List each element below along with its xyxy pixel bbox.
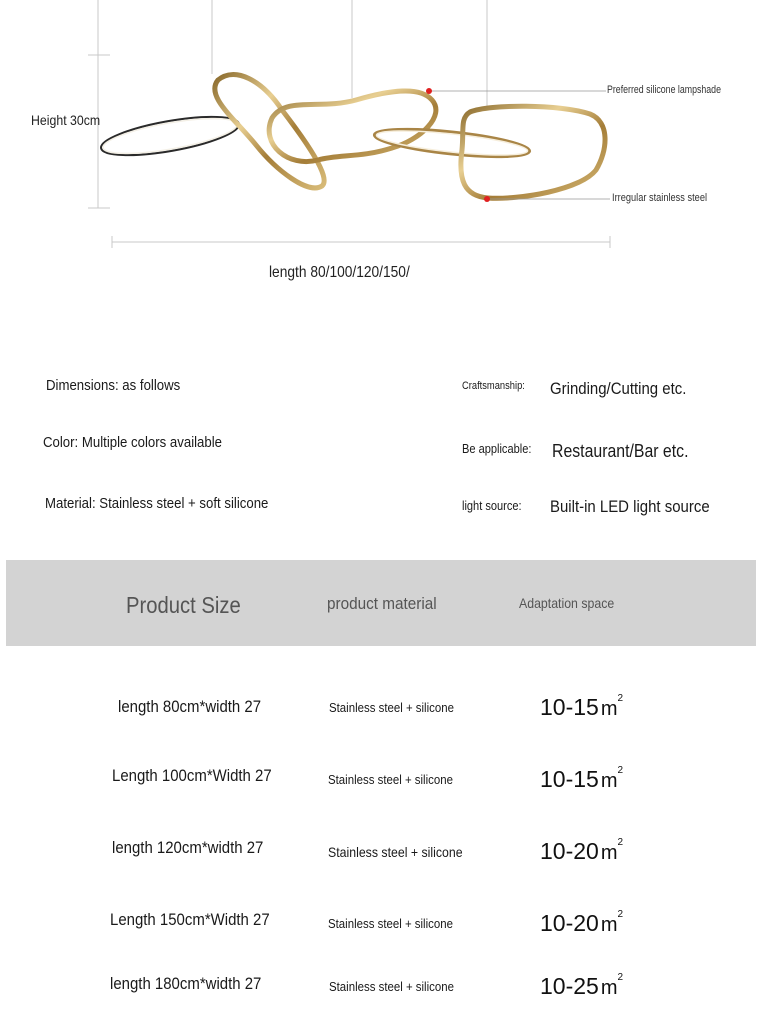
table-row-space: 10-25 $m^2$: [540, 972, 624, 999]
spec-light-value: Built-in LED light source: [550, 497, 710, 516]
table-row-space: 10-15 $m^2$: [540, 693, 624, 720]
height-label: Height 30cm: [31, 112, 101, 128]
header-product-material: product material: [327, 594, 437, 613]
spec-dimensions: Dimensions: as follows: [46, 377, 181, 394]
product-illustration: [0, 0, 762, 300]
table-row-size: length 80cm*width 27: [118, 697, 262, 716]
callout-lampshade-label: Preferred silicone lampshade: [607, 84, 721, 96]
table-row-space: 10-20 $m^2$: [540, 909, 624, 936]
table-row-material: Stainless steel + silicone: [328, 772, 453, 787]
height-dimension-line: [88, 0, 110, 208]
spec-applicable-label: Be applicable:: [462, 441, 532, 456]
callout-dot-lampshade: [426, 88, 432, 94]
spec-craftsmanship-label: Craftsmanship:: [462, 380, 525, 392]
header-product-size: Product Size: [126, 592, 241, 618]
table-row-material: Stainless steel + silicone: [329, 700, 454, 715]
spec-material: Material: Stainless steel + soft silicone: [45, 495, 269, 512]
spec-applicable-value: Restaurant/Bar etc.: [552, 441, 689, 461]
table-row-size: length 180cm*width 27: [110, 974, 262, 993]
table-row-space: 10-15 $m^2$: [540, 765, 624, 792]
suspension-wires: [212, 0, 487, 106]
callout-dot-steel: [484, 196, 490, 202]
table-row-size: Length 150cm*Width 27: [110, 910, 270, 929]
callout-steel-label: Irregular stainless steel: [612, 192, 708, 204]
spec-craftsmanship-value: Grinding/Cutting etc.: [550, 379, 687, 398]
length-label: length 80/100/120/150/: [269, 264, 410, 281]
table-header: [6, 560, 756, 646]
spec-color: Color: Multiple colors available: [43, 434, 223, 451]
header-adaptation-space: Adaptation space: [519, 595, 615, 611]
table-row-size: length 120cm*width 27: [112, 838, 264, 857]
table-row-size: Length 100cm*Width 27: [112, 766, 272, 785]
table-row-material: Stainless steel + silicone: [328, 844, 463, 860]
spec-light-label: light source:: [462, 498, 522, 513]
table-row-material: Stainless steel + silicone: [329, 979, 454, 994]
table-row-material: Stainless steel + silicone: [328, 916, 453, 931]
length-dimension-line: [112, 236, 610, 248]
table-row-space: 10-20 $m^2$: [540, 837, 624, 864]
